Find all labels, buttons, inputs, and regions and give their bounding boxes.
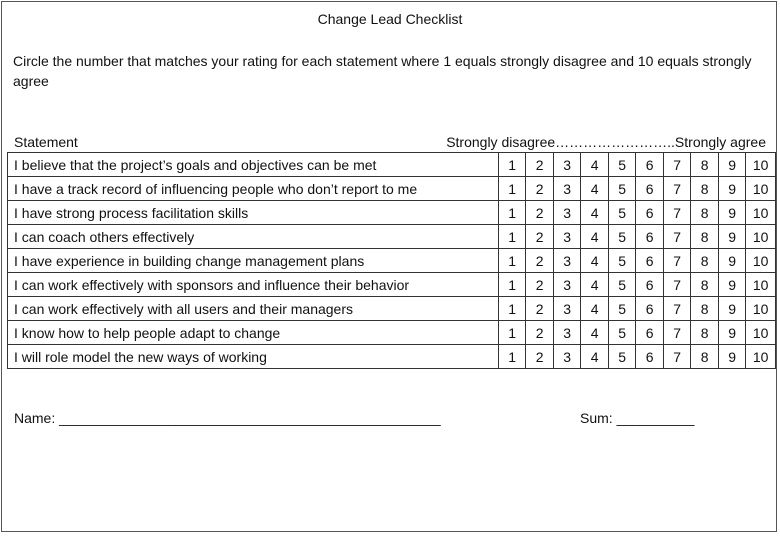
rating-option-6[interactable]: 6	[636, 153, 664, 177]
rating-option-8[interactable]: 8	[691, 249, 719, 273]
rating-option-3[interactable]: 3	[553, 177, 581, 201]
rating-option-3[interactable]: 3	[553, 225, 581, 249]
rating-option-1[interactable]: 1	[498, 273, 526, 297]
rating-option-7[interactable]: 7	[663, 201, 691, 225]
rating-option-4[interactable]: 4	[581, 249, 609, 273]
rating-option-2[interactable]: 2	[526, 273, 554, 297]
rating-option-6[interactable]: 6	[636, 321, 664, 345]
page-title: Change Lead Checklist	[317, 11, 463, 27]
name-field[interactable]: Name: _________________________________________________	[14, 410, 441, 426]
rating-option-8[interactable]: 8	[691, 201, 719, 225]
rating-option-10[interactable]: 10	[746, 297, 776, 321]
rating-option-3[interactable]: 3	[553, 273, 581, 297]
rating-option-9[interactable]: 9	[718, 225, 746, 249]
instructions-text: Circle the number that matches your rating for each statement where 1 equals strongly disagree and 10 equals strongly agree	[13, 53, 752, 89]
rating-option-9[interactable]: 9	[718, 345, 746, 369]
rating-option-6[interactable]: 6	[636, 225, 664, 249]
rating-option-2[interactable]: 2	[526, 321, 554, 345]
rating-option-10[interactable]: 10	[746, 201, 776, 225]
rating-option-2[interactable]: 2	[526, 153, 554, 177]
rating-option-3[interactable]: 3	[553, 153, 581, 177]
table-row	[8, 273, 776, 297]
rating-option-7[interactable]: 7	[663, 297, 691, 321]
rating-option-10[interactable]: 10	[746, 321, 776, 345]
rating-option-9[interactable]: 9	[718, 201, 746, 225]
rating-option-6[interactable]: 6	[636, 297, 664, 321]
rating-option-10[interactable]: 10	[746, 225, 776, 249]
rating-option-2[interactable]: 2	[526, 177, 554, 201]
rating-option-8[interactable]: 8	[691, 297, 719, 321]
rating-option-10[interactable]: 10	[746, 345, 776, 369]
table-row	[8, 177, 776, 201]
rating-option-8[interactable]: 8	[691, 153, 719, 177]
rating-option-7[interactable]: 7	[663, 345, 691, 369]
statement-cell: I can work effectively with all users and their managers	[8, 297, 499, 321]
statement-cell: I have a track record of influencing people who don’t report to me	[8, 177, 499, 201]
rating-option-4[interactable]: 4	[581, 177, 609, 201]
rating-option-1[interactable]: 1	[498, 321, 526, 345]
rating-option-10[interactable]: 10	[746, 249, 776, 273]
rating-option-1[interactable]: 1	[498, 201, 526, 225]
rating-option-4[interactable]: 4	[581, 297, 609, 321]
rating-option-8[interactable]: 8	[691, 321, 719, 345]
rating-option-8[interactable]: 8	[691, 345, 719, 369]
statement-column-header: Statement	[14, 134, 78, 150]
checklist-page	[1, 1, 777, 532]
rating-option-3[interactable]: 3	[553, 249, 581, 273]
rating-option-1[interactable]: 1	[498, 297, 526, 321]
rating-option-1[interactable]: 1	[498, 249, 526, 273]
rating-option-3[interactable]: 3	[553, 345, 581, 369]
rating-option-2[interactable]: 2	[526, 297, 554, 321]
sum-field[interactable]: Sum: __________	[580, 410, 695, 426]
rating-option-9[interactable]: 9	[718, 321, 746, 345]
rating-option-10[interactable]: 10	[746, 153, 776, 177]
statement-cell: I have experience in building change management plans	[8, 249, 499, 273]
table-row	[8, 321, 776, 345]
table-row	[8, 225, 776, 249]
rating-option-4[interactable]: 4	[581, 345, 609, 369]
rating-option-9[interactable]: 9	[718, 297, 746, 321]
statement-cell: I believe that the project’s goals and objectives can be met	[8, 153, 499, 177]
rating-option-3[interactable]: 3	[553, 321, 581, 345]
rating-option-10[interactable]: 10	[746, 177, 776, 201]
rating-option-4[interactable]: 4	[581, 153, 609, 177]
rating-option-5[interactable]: 5	[608, 225, 636, 249]
rating-option-2[interactable]: 2	[526, 225, 554, 249]
rating-option-9[interactable]: 9	[718, 273, 746, 297]
table-row	[8, 249, 776, 273]
rating-option-1[interactable]: 1	[498, 177, 526, 201]
rating-option-5[interactable]: 5	[608, 201, 636, 225]
rating-option-8[interactable]: 8	[691, 273, 719, 297]
rating-table	[7, 152, 776, 369]
table-header-row	[14, 134, 766, 152]
rating-option-6[interactable]: 6	[636, 177, 664, 201]
table-row	[8, 153, 776, 177]
rating-option-1[interactable]: 1	[498, 225, 526, 249]
statement-cell: I will role model the new ways of working	[8, 345, 499, 369]
rating-option-3[interactable]: 3	[553, 297, 581, 321]
rating-option-1[interactable]: 1	[498, 345, 526, 369]
rating-option-5[interactable]: 5	[608, 249, 636, 273]
rating-option-7[interactable]: 7	[663, 153, 691, 177]
rating-option-10[interactable]: 10	[746, 273, 776, 297]
rating-option-8[interactable]: 8	[691, 225, 719, 249]
rating-option-7[interactable]: 7	[663, 249, 691, 273]
statement-cell: I can coach others effectively	[8, 225, 499, 249]
statement-cell: I know how to help people adapt to change	[8, 321, 499, 345]
table-row	[8, 201, 776, 225]
rating-option-5[interactable]: 5	[608, 177, 636, 201]
table-row	[8, 345, 776, 369]
statement-cell: I can work effectively with sponsors and influence their behavior	[8, 273, 499, 297]
rating-option-4[interactable]: 4	[581, 321, 609, 345]
rating-option-6[interactable]: 6	[636, 273, 664, 297]
rating-option-7[interactable]: 7	[663, 273, 691, 297]
rating-option-3[interactable]: 3	[553, 201, 581, 225]
rating-option-5[interactable]: 5	[608, 345, 636, 369]
rating-scale-header: Strongly disagree……………………..Strongly agree	[446, 134, 766, 150]
rating-option-6[interactable]: 6	[636, 249, 664, 273]
rating-option-5[interactable]: 5	[608, 297, 636, 321]
rating-option-1[interactable]: 1	[498, 153, 526, 177]
rating-option-4[interactable]: 4	[581, 273, 609, 297]
rating-option-6[interactable]: 6	[636, 345, 664, 369]
rating-option-4[interactable]: 4	[581, 201, 609, 225]
rating-option-9[interactable]: 9	[718, 249, 746, 273]
rating-option-2[interactable]: 2	[526, 249, 554, 273]
rating-option-2[interactable]: 2	[526, 201, 554, 225]
rating-option-5[interactable]: 5	[608, 273, 636, 297]
statement-cell: I have strong process facilitation skills	[8, 201, 499, 225]
rating-option-5[interactable]: 5	[608, 153, 636, 177]
rating-option-6[interactable]: 6	[636, 201, 664, 225]
rating-option-7[interactable]: 7	[663, 225, 691, 249]
rating-option-9[interactable]: 9	[718, 177, 746, 201]
rating-option-2[interactable]: 2	[526, 345, 554, 369]
rating-option-4[interactable]: 4	[581, 225, 609, 249]
rating-option-7[interactable]: 7	[663, 177, 691, 201]
table-row	[8, 297, 776, 321]
rating-option-8[interactable]: 8	[691, 177, 719, 201]
rating-option-7[interactable]: 7	[663, 321, 691, 345]
rating-option-9[interactable]: 9	[718, 153, 746, 177]
rating-option-5[interactable]: 5	[608, 321, 636, 345]
